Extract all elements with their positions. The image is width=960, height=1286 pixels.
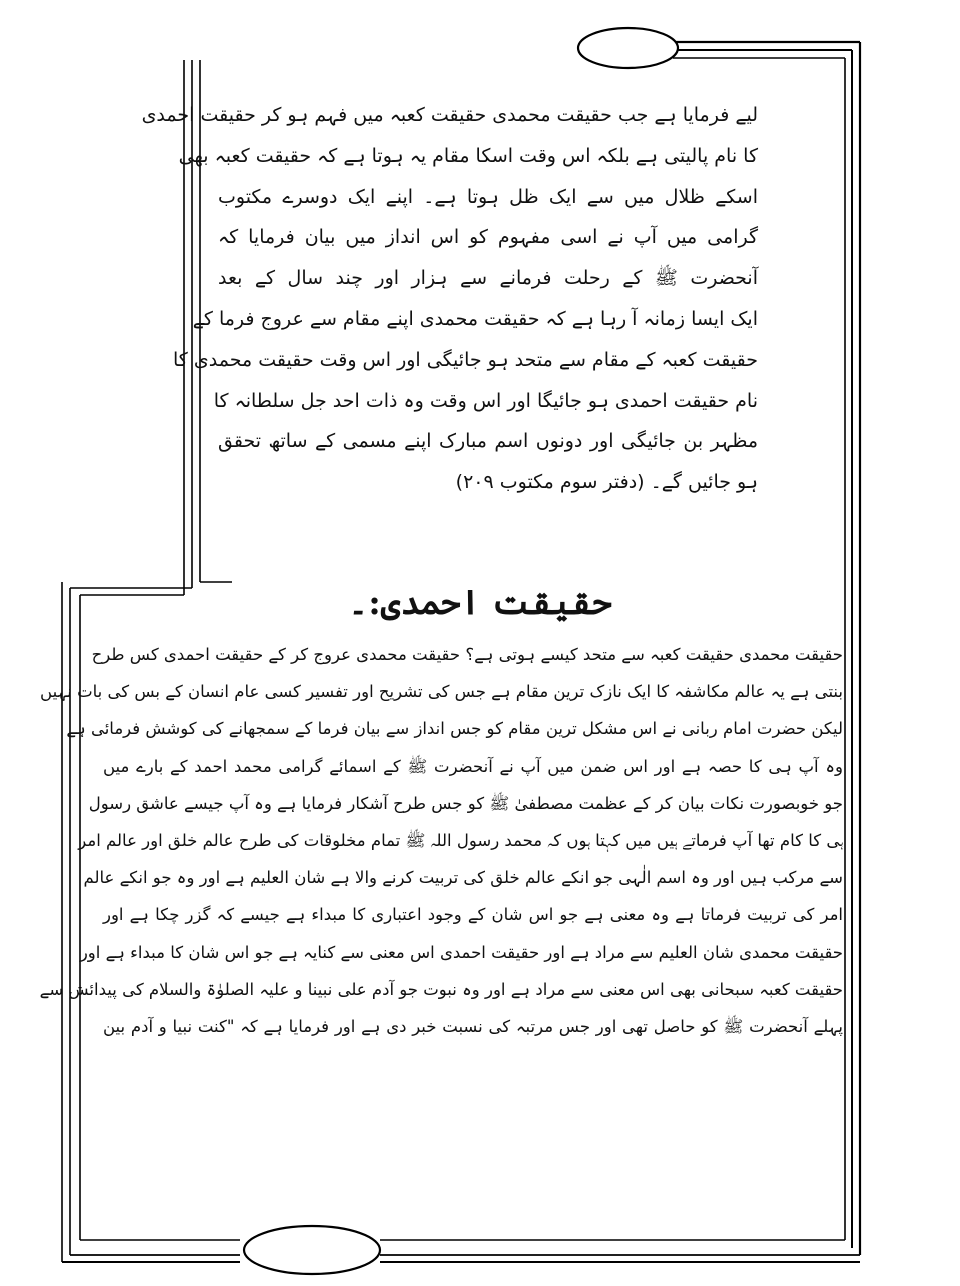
bottom-line-4: وہ آپ ہی کا حصہ ہے اور اس ضمن میں آپ نے آنحضرت ﷺ کے اسمائے گرامی محمد احمد کے بارے میں <box>103 756 843 776</box>
bottom-line-5: جو خوبصورت نکات بیان کر کے عظمت مصطفیٰ ﷺ کو جس طرح آشکار فرمایا ہے وہ آپ جیسے عاشق رسول <box>88 793 843 813</box>
top-line-5: آنحضرت ﷺ کے رحلت فرمانے سے ہزار اور چند سال کے بعد <box>218 267 758 290</box>
bottom-line-3: لیکن حضرت امام ربانی نے اس مشکل ترین مقام کو جس انداز سے بیان فرما کے سمجھانے کی کوشش فرمائی ہے <box>66 719 843 739</box>
top-line-7: حقیقت کعبہ کے مقام سے متحد ہو جائیگی اور اس وقت حقیقت محمدی کا <box>173 348 758 371</box>
bottom-line-9: حقیقت محمدی شان العلیم سے مراد ہے اور حقیقت احمدی اس معنی سے کنایہ ہے جو اس شان کا مبداء ہے اور <box>79 942 843 962</box>
top-line-10: ہو جائیں گے۔ (دفتر سوم مکتوب ۲۰۹) <box>455 471 758 494</box>
top-line-3: اسکے ظلال میں سے ایک ظل ہوتا ہے۔ اپنے ایک دوسرے مکتوب <box>218 185 758 208</box>
bottom-line-8: امر کی تربیت فرماتا ہے وہ معنی ہے جو اس شان کے وجود اعتباری کا مبداء ہے جیسے کہ گزر چکا ہے اور <box>103 905 843 925</box>
bottom-paragraph <box>39 636 843 1045</box>
top-paragraph <box>141 95 758 503</box>
top-line-4: گرامی میں آپ نے اسی مفہوم کو اس انداز میں بیان فرمایا کہ <box>218 226 758 249</box>
top-line-6: ایک ایسا زمانہ آ رہا ہے کہ حقیقت محمدی اپنے مقام سے عروج فرما کے <box>192 307 758 330</box>
bottom-line-6: ہی کا کام تھا آپ فرماتے ہیں میں کہتا ہوں کہ محمد رسول اللہ ﷺ تمام مخلوقات کی طرح عالم خلق اور عالم امر <box>78 830 843 850</box>
top-line-8: نام حقیقت احمدی ہو جائیگا اور اس وقت وہ ذات احد جل سلطانہ کا <box>213 389 758 412</box>
bottom-line-2: بنتی ہے یہ عالم مکاشفہ کا ایک نازک ترین مقام ہے جس کی تشریح اور تفسیر کسی عام انسان کے بس کی بات نہیں <box>40 682 843 702</box>
bottom-line-10: حقیقت کعبہ سبحانی بھی اس معنی سے مراد ہے اور وہ نبوت جو آدم علی نبینا و علیہ الصلوٰۃ والسلام کی پیدائش سے <box>39 979 843 999</box>
section-heading: حقیقت احمدی:۔ <box>348 583 612 623</box>
top-line-2: کا نام پالیتی ہے بلکہ اس وقت اسکا مقام یہ ہوتا ہے کہ حقیقت کعبہ بھی <box>178 144 758 167</box>
bottom-line-11: پہلے آنحضرت ﷺ کو حاصل تھی اور جس مرتبہ کی نسبت خبر دی ہے اور فرمایا ہے کہ "کنت نبیا و آدم بین <box>103 1016 843 1036</box>
bottom-line-7: سے مرکب ہیں اور وہ اسم الٰہی جو انکے عالم خلق کی تربیت کرنے والا ہے شان العلیم ہے اور وہ جو انکے عالم <box>83 868 843 888</box>
top-line-1: لیے فرمایا ہے جب حقیقت محمدی حقیقت کعبہ میں فہم ہو کر حقیقت احمدی <box>141 104 758 126</box>
top-line-9: مظہر بن جائیگی اور دونوں اسم مبارک اپنے مسمی کے ساتھ تحقق <box>218 430 758 453</box>
bottom-line-1: حقیقت محمدی حقیقت کعبہ سے متحد کیسے ہوتی ہے؟ حقیقت محمدی عروج کر کے حقیقت احمدی کس طرح <box>91 645 843 664</box>
